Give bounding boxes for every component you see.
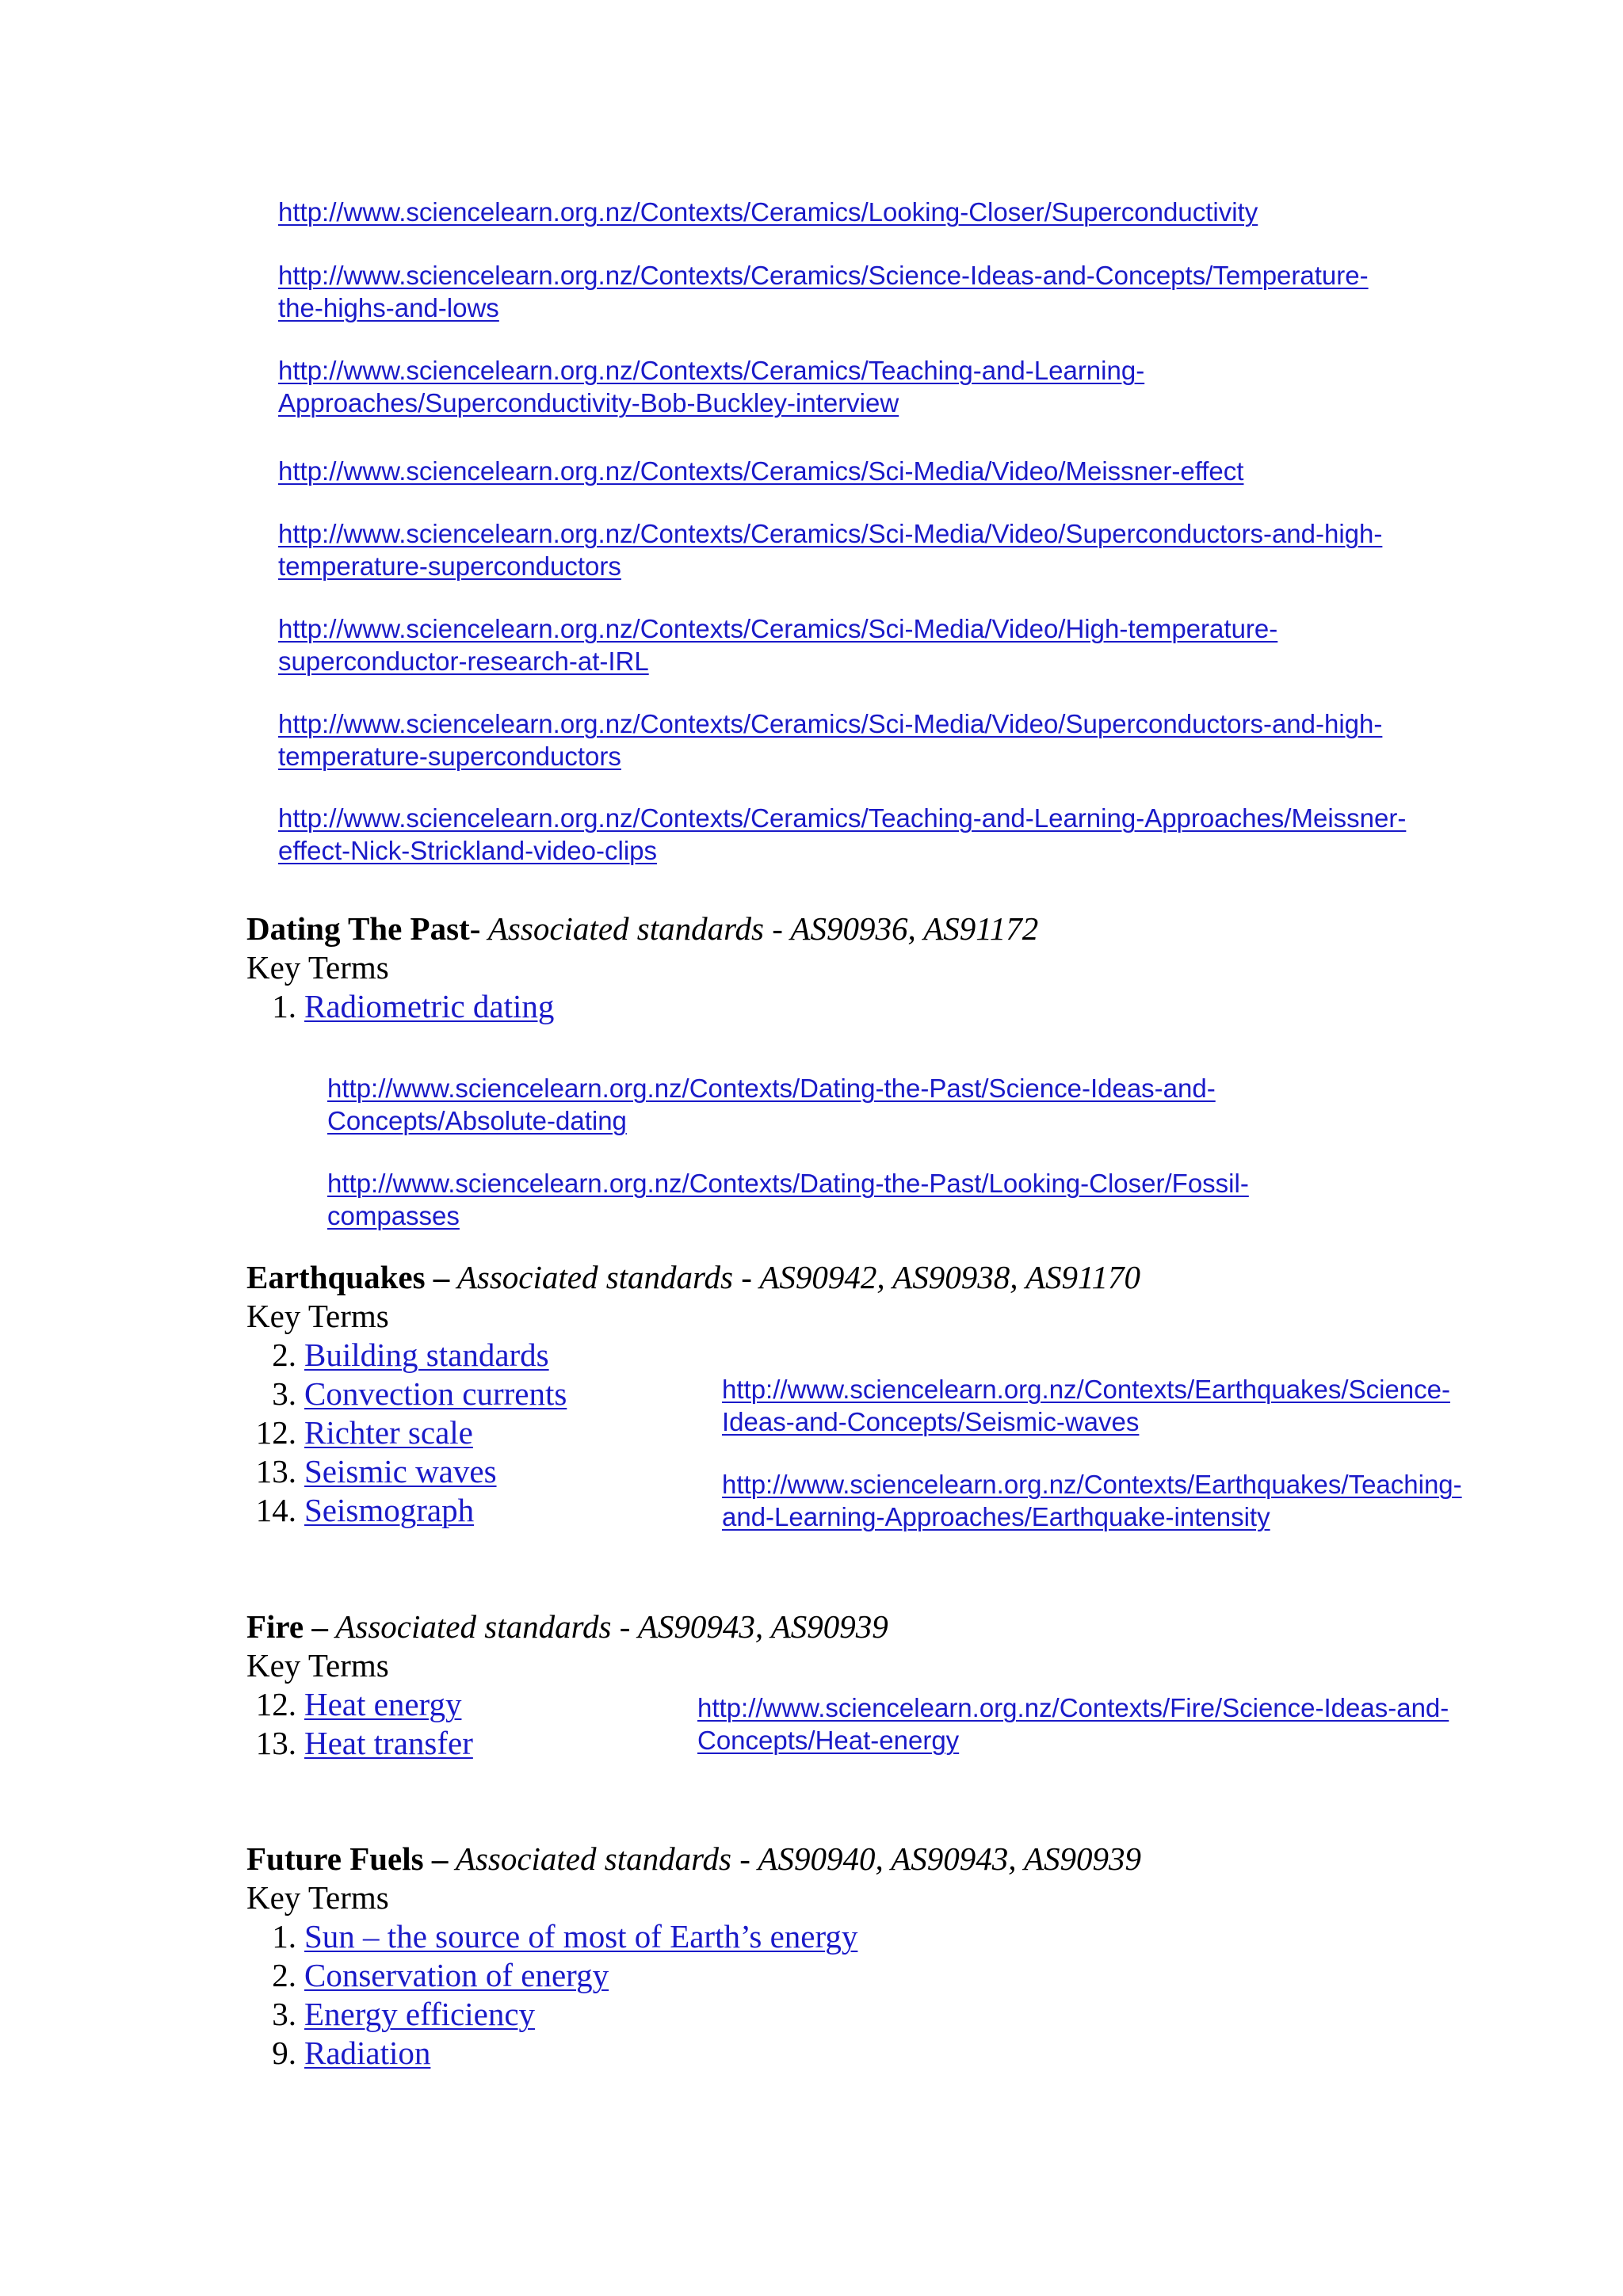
link-ceramics-bob-buckley[interactable]: http://www.sciencelearn.org.nz/Contexts/Ceramics/Teaching-and-Learning- Approaches/Superconductivity-Bob-Buckley-interview xyxy=(278,356,1145,418)
key-terms-list-dating xyxy=(246,987,554,1026)
key-terms-label: Key Terms xyxy=(246,1647,389,1684)
term-link[interactable]: Convection currents xyxy=(304,1375,567,1412)
heading-title: Earthquakes – xyxy=(246,1259,450,1295)
list-item: 12. Richter scale xyxy=(255,1414,473,1451)
link-ceramics-nick-strickland[interactable]: http://www.sciencelearn.org.nz/Contexts/Ceramics/Teaching-and-Learning-Approaches/Meissner- effect-Nick-Strickland-video-clips xyxy=(278,803,1407,865)
heading-standards: Associated standards - AS90940, AS90943, AS90939 xyxy=(448,1840,1142,1877)
term-link[interactable]: Energy efficiency xyxy=(304,1996,536,2032)
section-heading-dating xyxy=(246,910,1038,948)
section-heading-fire xyxy=(246,1608,888,1646)
list-item: 13. Heat transfer xyxy=(255,1725,473,1761)
heading-title: Fire – xyxy=(246,1608,328,1645)
link-ceramics-meissner-effect[interactable]: http://www.sciencelearn.org.nz/Contexts/Ceramics/Sci-Media/Video/Meissner-effect xyxy=(278,456,1244,486)
term-link[interactable]: Heat transfer xyxy=(304,1725,473,1761)
key-terms-label: Key Terms xyxy=(246,949,389,986)
heading-title: Future Fuels – xyxy=(246,1840,449,1877)
link-ceramics-superconductors-2[interactable]: http://www.sciencelearn.org.nz/Contexts/Ceramics/Sci-Media/Video/Superconductors-and-high- temperature-superconductors xyxy=(278,709,1383,771)
heading-standards: Associated standards - AS90942, AS90938, AS91170 xyxy=(449,1259,1140,1295)
list-item: 14. Seismograph xyxy=(255,1492,475,1528)
link-ceramics-irl-research[interactable]: http://www.sciencelearn.org.nz/Contexts/Ceramics/Sci-Media/Video/High-temperature- superconductor-research-at-IRL xyxy=(278,614,1278,676)
link-ceramics-temperature[interactable]: http://www.sciencelearn.org.nz/Contexts/Ceramics/Science-Ideas-and-Concepts/Temperature- the-highs-and-lows xyxy=(278,261,1369,322)
term-link[interactable]: Heat energy xyxy=(304,1686,462,1722)
section-heading-earthquakes xyxy=(246,1258,1140,1297)
term-link[interactable]: Richter scale xyxy=(304,1414,473,1451)
list-item: 2. Building standards xyxy=(272,1337,549,1373)
term-link[interactable]: Radiation xyxy=(304,2035,431,2071)
key-terms-list-earthquakes xyxy=(246,1336,567,1530)
heading-title: Dating The Past- xyxy=(246,910,481,947)
link-ceramics-superconductivity[interactable]: http://www.sciencelearn.org.nz/Contexts/Ceramics/Looking-Closer/Superconductivity xyxy=(278,197,1258,227)
key-terms-list-future-fuels xyxy=(246,1917,857,2073)
list-item: 1. Radiometric dating xyxy=(272,988,555,1024)
link-earthquakes-intensity[interactable]: http://www.sciencelearn.org.nz/Contexts/Earthquakes/Teaching- and-Learning-Approaches/Earthquake-intensity xyxy=(722,1470,1462,1531)
term-link[interactable]: Sun – the source of most of Earth’s energy xyxy=(304,1918,858,1955)
list-item: 3. Convection currents xyxy=(272,1375,567,1412)
link-dating-absolute[interactable]: http://www.sciencelearn.org.nz/Contexts/Dating-the-Past/Science-Ideas-and- Concepts/Absolute-dating xyxy=(327,1074,1216,1135)
list-item: 13. Seismic waves xyxy=(255,1453,497,1489)
link-earthquakes-seismic-waves[interactable]: http://www.sciencelearn.org.nz/Contexts/Earthquakes/Science- Ideas-and-Concepts/Seismic-waves xyxy=(722,1375,1450,1436)
term-link[interactable]: Radiometric dating xyxy=(304,988,555,1024)
link-fire-heat-energy[interactable]: http://www.sciencelearn.org.nz/Contexts/Fire/Science-Ideas-and- Concepts/Heat-energy xyxy=(697,1693,1449,1755)
section-heading-future-fuels xyxy=(246,1840,1141,1878)
key-terms-label: Key Terms xyxy=(246,1879,389,1916)
term-link[interactable]: Seismograph xyxy=(304,1492,475,1528)
list-item: 1. Sun – the source of most of Earth’s energy xyxy=(272,1918,858,1955)
list-item: 9. Radiation xyxy=(272,2035,431,2071)
key-terms-list-fire xyxy=(246,1685,473,1763)
term-link[interactable]: Conservation of energy xyxy=(304,1957,609,1993)
heading-standards: Associated standards - AS90943, AS90939 xyxy=(327,1608,888,1645)
list-item: 3. Energy efficiency xyxy=(272,1996,536,2032)
list-item: 2. Conservation of energy xyxy=(272,1957,609,1993)
key-terms-label: Key Terms xyxy=(246,1298,389,1334)
term-link[interactable]: Seismic waves xyxy=(304,1453,497,1489)
heading-standards: Associated standards - AS90936, AS91172 xyxy=(480,910,1039,947)
term-link[interactable]: Building standards xyxy=(304,1337,549,1373)
link-ceramics-superconductors-1[interactable]: http://www.sciencelearn.org.nz/Contexts/Ceramics/Sci-Media/Video/Superconductors-and-high- temperature-superconductors xyxy=(278,519,1383,581)
list-item: 12. Heat energy xyxy=(255,1686,462,1722)
link-dating-fossil-compasses[interactable]: http://www.sciencelearn.org.nz/Contexts/Dating-the-Past/Looking-Closer/Fossil- compasses xyxy=(327,1169,1249,1230)
